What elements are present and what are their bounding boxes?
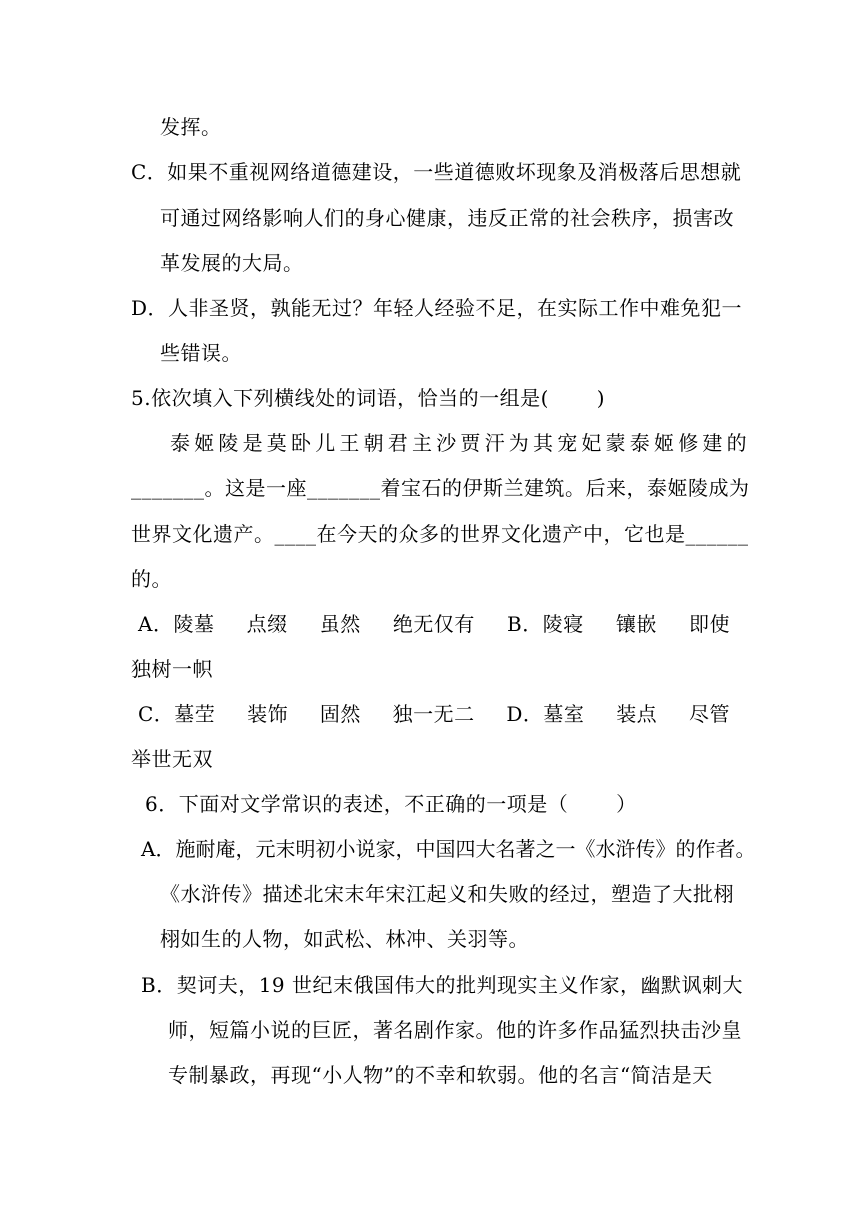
text-line: 师，短篇小说的巨匠，著名剧作家。他的许多作品猛烈抉击沙皇 bbox=[168, 1018, 742, 1042]
fill-blank: ____ bbox=[274, 522, 317, 546]
option-a-line: A．施耐庵，元末明初小说家，中国四大名著之一《水浒传》的作者。 bbox=[141, 837, 756, 861]
option-word: 即使 bbox=[689, 612, 730, 636]
passage-text: 世界文化遗产。 bbox=[131, 522, 275, 546]
option-d-label: D．墓室 bbox=[506, 702, 585, 726]
passage-line: 的。 bbox=[131, 567, 172, 591]
option-word: 虽然 bbox=[319, 612, 361, 636]
fill-blank: _______ bbox=[131, 476, 205, 500]
option-b-line: B．契诃夫，19 世纪末俄国伟大的批判现实主义作家，幽默讽刺大 bbox=[141, 973, 744, 997]
passage-text: 。这是一座 bbox=[204, 476, 307, 500]
option-a-label: A．陵墓 bbox=[138, 612, 215, 636]
text-line: 革发展的大局。 bbox=[160, 251, 304, 275]
passage-line bbox=[131, 522, 749, 546]
option-word-wrap: 独树一帜 bbox=[131, 657, 213, 681]
option-word: 点缀 bbox=[246, 612, 288, 636]
option-word: 固然 bbox=[319, 702, 361, 726]
passage-text: 着宝石的伊斯兰建筑。后来，泰姬陵成为 bbox=[380, 476, 750, 500]
option-word: 装点 bbox=[616, 702, 658, 726]
option-word: 绝无仅有 bbox=[392, 612, 475, 636]
options-cd-row bbox=[138, 702, 730, 726]
option-c-label: C．墓茔 bbox=[138, 702, 216, 726]
text-line: 可通过网络影响人们的身心健康，违反正常的社会秩序，损害改 bbox=[160, 206, 734, 230]
passage-line: 泰姬陵是莫卧儿王朝君主沙贾汗为其宠妃蒙泰姬修建的 bbox=[170, 431, 751, 455]
question-5-stem: 5.依次填入下列横线处的词语，恰当的一组是( ) bbox=[131, 386, 606, 410]
text-line: 《水浒传》描述北宋末年宋江起义和失败的经过，塑造了大批栩 bbox=[160, 882, 734, 906]
option-c-line: C．如果不重视网络道德建设，一些道德败坏现象及消极落后思想就 bbox=[131, 160, 742, 184]
text-line: 栩如生的人物，如武松、林冲、关羽等。 bbox=[160, 927, 529, 951]
text-line: 专制暴政，再现“小人物”的不幸和软弱。他的名言“简洁是天 bbox=[168, 1063, 713, 1087]
fill-blank: _______ bbox=[307, 476, 381, 500]
option-word: 镶嵌 bbox=[615, 612, 657, 636]
option-d-line: D．人非圣贤，孰能无过？年轻人经验不足，在实际工作中难免犯一 bbox=[131, 296, 743, 320]
passage-line bbox=[131, 476, 750, 500]
option-word: 尽管 bbox=[688, 702, 730, 726]
option-word: 独一无二 bbox=[392, 702, 475, 726]
passage-text: 在今天的众多的世界文化遗产中，它也是 bbox=[316, 522, 686, 546]
option-b-label: B．陵寝 bbox=[507, 612, 584, 636]
option-word: 装饰 bbox=[247, 702, 289, 726]
text-line: 发挥。 bbox=[160, 115, 222, 139]
question-6-stem: 6．下面对文学常识的表述，不正确的一项是（ ） bbox=[145, 792, 637, 816]
fill-blank: ______ bbox=[685, 522, 749, 546]
option-word-wrap: 举世无双 bbox=[131, 747, 213, 771]
text-line: 些错误。 bbox=[160, 341, 242, 365]
options-ab-row bbox=[138, 612, 730, 636]
